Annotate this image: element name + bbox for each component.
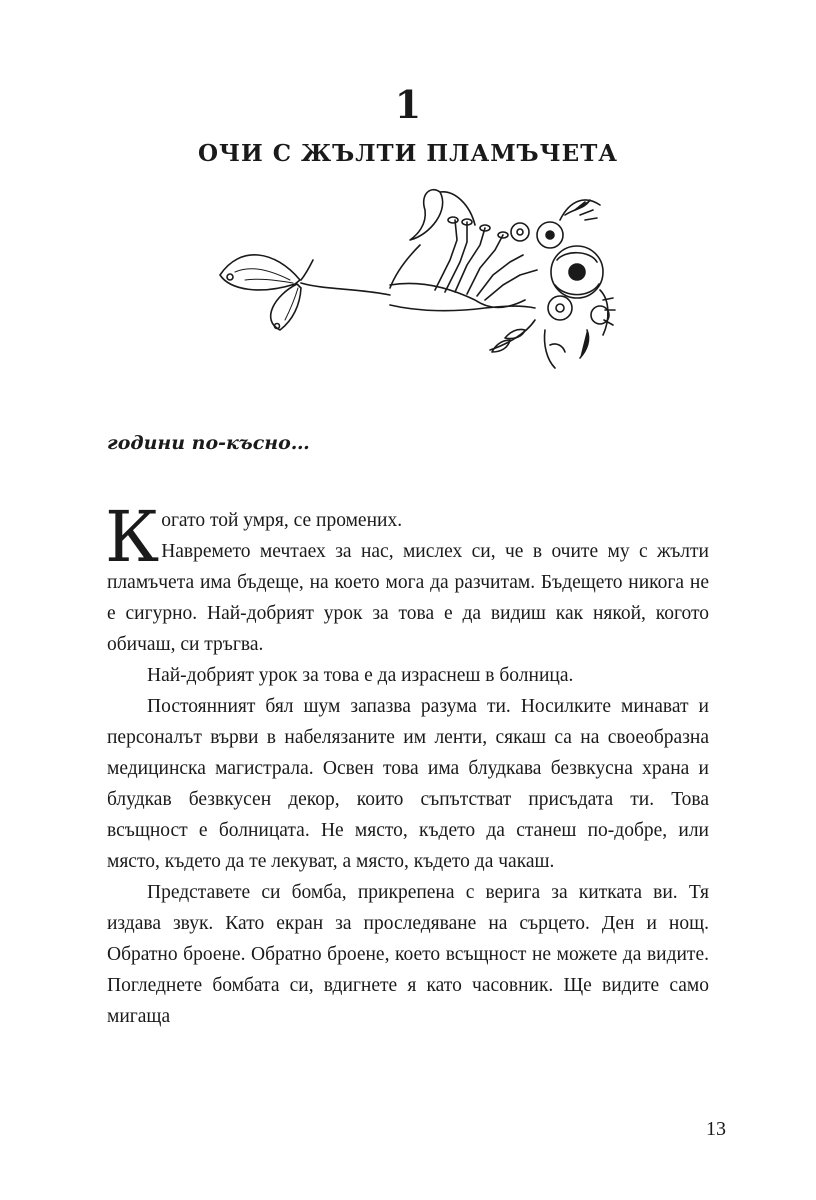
flowers-icon	[490, 200, 615, 368]
chapter-title: ОЧИ С ЖЪЛТИ ПЛАМЪЧЕТА	[197, 140, 619, 167]
page-number: 13	[706, 1118, 726, 1140]
skeleton-hand-butterfly-flowers-icon	[205, 180, 625, 375]
drop-cap: К	[105, 496, 160, 578]
paragraph	[105, 496, 709, 660]
paragraph-text: огато той умря, се промених.	[161, 510, 403, 531]
chapter-subheading: години по-късно…	[107, 432, 310, 454]
paragraph: Представете си бомба, прикрепена с верига за китката ви. Тя издава звук. Като екран за проследяване на сърцето. Ден и нощ. Обратно броене. Обратно броене, което всъщност не можете да видите. Погледнете бомбата си, вдигнете я като часовник. Ще видите само мигаща	[107, 882, 709, 1027]
chapter-body	[105, 496, 709, 1032]
paragraph: Постоянният бял шум запазва разума ти. Носилките минават и персоналът върви в набелязаните им ленти, сякаш са на своеобразна медицинска магистрала. Освен това има блудкава безвкусна храна и блудкав безвкусен декор, които съпътстват присъдата ти. Това всъщност е болницата. Не място, където да станеш по-добре, или място, където да те лекуват, а място, където да чакаш.	[107, 696, 709, 872]
butterfly-icon	[220, 255, 313, 330]
paragraph: Най-добрият урок за това е да израснеш в болница.	[147, 665, 574, 686]
skeleton-hand-icon	[390, 190, 537, 311]
paragraph-text: Навремето мечтаех за нас, мислех си, че в очите му с жълти пламъчета има бъдеще, на което мога да разчитам. Бъдещето никога не е сигурно. Най-добрият урок за това е да видиш как някой, когото обичаш, си тръгва.	[107, 541, 709, 655]
chapter-number: 1	[394, 82, 422, 127]
